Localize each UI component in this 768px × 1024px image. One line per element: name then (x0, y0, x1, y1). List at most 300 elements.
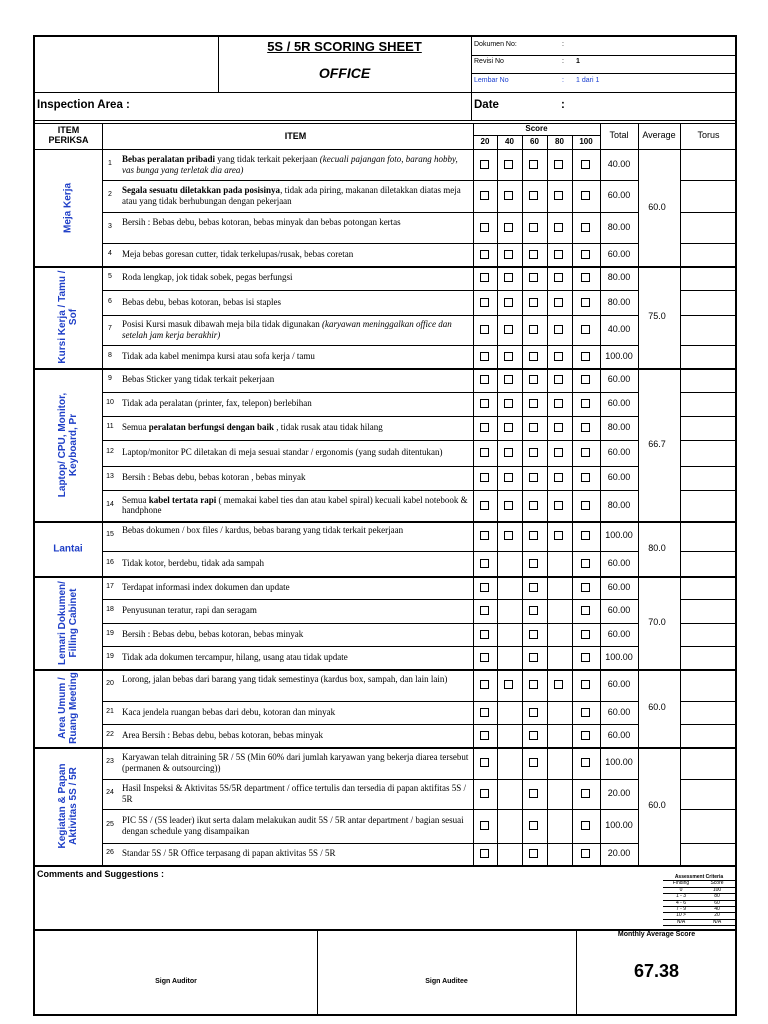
score-checkbox-100[interactable] (581, 731, 590, 740)
score-checkbox-60[interactable] (529, 160, 538, 169)
item-number: 24 (106, 789, 114, 796)
item-number: 2 (108, 191, 112, 198)
score-checkbox-40[interactable] (504, 423, 513, 432)
item-text: Meja bebas goresan cutter, tidak terkelupas/rusak, bebas coretan (122, 248, 354, 259)
grid-line (680, 180, 737, 181)
item-number: 4 (108, 249, 112, 257)
grid-line (680, 243, 737, 244)
score-checkbox-20[interactable] (480, 352, 489, 361)
item-description (122, 848, 469, 859)
item-total: 60.00 (607, 605, 631, 615)
grid-line (680, 440, 737, 441)
score-checkbox-20[interactable] (480, 473, 489, 482)
score-checkbox-80[interactable] (554, 352, 563, 361)
grid-line (680, 123, 681, 865)
score-checkbox-100[interactable] (581, 559, 590, 568)
score-checkbox-100[interactable] (581, 630, 590, 639)
revisi-value: 1 (576, 58, 580, 65)
grid-line (473, 123, 474, 865)
score-checkbox-60[interactable] (529, 531, 538, 540)
grid-line (680, 843, 737, 844)
score-checkbox-60[interactable] (529, 821, 538, 830)
item-text: Standar 5S / 5R Office terpasang di papan aktivitas 5S / 5R (122, 848, 336, 858)
score-checkbox-60[interactable] (529, 630, 538, 639)
grid-line (102, 701, 638, 702)
item-description (122, 752, 469, 773)
item-description (122, 582, 469, 593)
item-total: 20.00 (607, 788, 631, 798)
score-checkbox-80[interactable] (554, 223, 563, 232)
grid-line (35, 92, 737, 93)
score-checkbox-60[interactable] (529, 273, 538, 282)
item-description (122, 674, 469, 685)
grid-line (102, 290, 638, 291)
item-number: 13 (106, 473, 114, 480)
criteria-cell: 40 (714, 906, 720, 913)
grid-line (680, 466, 737, 467)
grid-line (680, 646, 737, 647)
score-checkbox-100[interactable] (581, 821, 590, 830)
grid-line (638, 669, 737, 671)
score-checkbox-40[interactable] (504, 448, 513, 457)
score-checkbox-40[interactable] (504, 399, 513, 408)
doc-no-colon: : (562, 41, 564, 48)
criteria-cell: 80 (714, 893, 720, 900)
score-checkbox-40[interactable] (504, 375, 513, 384)
criteria-title: Assessment Criteria (663, 875, 735, 881)
score-checkbox-80[interactable] (554, 160, 563, 169)
grid-line (35, 669, 638, 671)
score-checkbox-40[interactable] (504, 273, 513, 282)
score-checkbox-40[interactable] (504, 191, 513, 200)
grid-line (680, 416, 737, 417)
item-number: 17 (106, 582, 114, 590)
grid-line (102, 599, 638, 600)
score-checkbox-60[interactable] (529, 473, 538, 482)
criteria-cell: 20 (714, 912, 720, 919)
score-checkbox-20[interactable] (480, 680, 489, 689)
item-description (122, 525, 469, 536)
item-text: Tidak kotor, berdebu, tidak ada sampah (122, 557, 265, 568)
grid-line (638, 266, 737, 268)
criteria-cell: 100 (712, 886, 722, 893)
score-checkbox-60[interactable] (529, 250, 538, 259)
item-text: , tidak rusak atau tidak hilang (274, 422, 383, 432)
category-label: Lantai (53, 543, 83, 554)
grid-line (102, 623, 638, 624)
score-checkbox-100[interactable] (581, 653, 590, 662)
item-description (122, 707, 469, 718)
grid-line (35, 123, 737, 124)
score-checkbox-20[interactable] (480, 849, 489, 858)
grid-line (35, 266, 638, 268)
item-total: 60.00 (607, 581, 631, 592)
score-checkbox-60[interactable] (529, 325, 538, 334)
item-total: 60.00 (607, 706, 631, 717)
score-checkbox-20[interactable] (480, 531, 489, 540)
criteria-cell: 7 - 9 (675, 906, 686, 913)
score-checkbox-100[interactable] (581, 223, 590, 232)
score-checkbox-60[interactable] (529, 653, 538, 662)
score-checkbox-100[interactable] (581, 448, 590, 457)
grid-line (102, 212, 638, 213)
item-number: 6 (108, 297, 112, 305)
item-description (122, 783, 469, 804)
item-number: 10 (106, 399, 114, 406)
score-checkbox-100[interactable] (581, 708, 590, 717)
item-number: 21 (106, 707, 114, 715)
grid-line (102, 180, 638, 181)
grid-line (102, 315, 638, 316)
score-checkbox-20[interactable] (480, 325, 489, 334)
grid-line (680, 315, 737, 316)
item-description (122, 319, 469, 340)
grid-line (638, 747, 737, 749)
score-checkbox-60[interactable] (529, 423, 538, 432)
item-total: 60.00 (607, 374, 631, 384)
item-bold-text: kabel tertata rapi (148, 494, 217, 505)
score-checkbox-40[interactable] (504, 680, 513, 689)
item-total: 80.00 (607, 499, 631, 510)
score-checkbox-100[interactable] (581, 423, 590, 432)
grid-line (680, 623, 737, 624)
item-description (122, 217, 469, 228)
revisi-label: Revisi No (474, 58, 504, 65)
score-col-40: 40 (505, 137, 514, 146)
score-checkbox-100[interactable] (581, 501, 590, 510)
score-checkbox-20[interactable] (480, 399, 489, 408)
score-checkbox-20[interactable] (480, 298, 489, 307)
item-total: 100.00 (605, 350, 633, 361)
item-italic-text: (karyawan meninggalkan office dan setelah jam kerja berakhir) (122, 319, 452, 340)
grid-line (102, 440, 638, 441)
score-checkbox-40[interactable] (504, 501, 513, 510)
date-label: Date (474, 99, 499, 111)
score-checkbox-20[interactable] (480, 501, 489, 510)
item-description (122, 154, 469, 175)
item-text: yang tidak terkait pekerjaan (215, 154, 320, 164)
grid-line (680, 212, 737, 213)
item-text: Tidak ada dokumen tercampur, hilang, usang atau tidak update (122, 651, 348, 662)
score-checkbox-20[interactable] (480, 653, 489, 662)
score-checkbox-80[interactable] (554, 501, 563, 510)
score-checkbox-60[interactable] (529, 606, 538, 615)
item-description (122, 472, 469, 483)
score-checkbox-20[interactable] (480, 708, 489, 717)
score-checkbox-100[interactable] (581, 399, 590, 408)
item-italic-text: (kecuali pajangan foto, barang hobby, vas bunga yang terletak dia area) (122, 154, 458, 175)
item-description (122, 398, 469, 409)
revisi-colon: : (562, 58, 564, 65)
score-checkbox-40[interactable] (504, 223, 513, 232)
average-header: Average (642, 130, 676, 140)
score-checkbox-20[interactable] (480, 731, 489, 740)
grid-line (680, 779, 737, 780)
item-description (122, 447, 469, 458)
grid-line (102, 843, 638, 844)
item-number: 3 (108, 222, 112, 230)
item-total: 60.00 (607, 557, 631, 568)
grid-line (35, 576, 638, 578)
score-checkbox-100[interactable] (581, 758, 590, 767)
comments-label: Comments and Suggestions : (37, 869, 165, 879)
score-checkbox-100[interactable] (581, 789, 590, 798)
score-checkbox-60[interactable] (529, 501, 538, 510)
item-text: Karyawan telah ditraining 5R / 5S (Min 60% dari jumlah karyawan yang bekerja diarea tersebut (permanen & outsourcing)) (122, 752, 469, 773)
item-total: 20.00 (607, 848, 631, 858)
score-checkbox-20[interactable] (480, 250, 489, 259)
grid-line (680, 345, 737, 346)
score-col-60: 60 (530, 137, 539, 146)
category-label: Laptop/ CPU, Monitor, Keyboard, Pr (57, 392, 79, 497)
grid-line (600, 123, 601, 865)
item-total: 100.00 (605, 757, 633, 767)
score-checkbox-100[interactable] (581, 250, 590, 259)
score-checkbox-60[interactable] (529, 758, 538, 767)
grid-line (35, 368, 638, 370)
grid-line (680, 490, 737, 491)
score-checkbox-20[interactable] (480, 448, 489, 457)
score-checkbox-100[interactable] (581, 160, 590, 169)
score-checkbox-40[interactable] (504, 531, 513, 540)
category-label: Kegiatan & Papan Aktivitas 5S / 5R (57, 763, 79, 849)
score-checkbox-80[interactable] (554, 473, 563, 482)
score-checkbox-80[interactable] (554, 250, 563, 259)
item-total: 60.00 (607, 248, 631, 259)
score-checkbox-40[interactable] (504, 473, 513, 482)
item-periksa-header: PERIKSA (48, 135, 89, 145)
item-total: 60.00 (607, 190, 631, 200)
score-checkbox-80[interactable] (554, 298, 563, 307)
score-checkbox-40[interactable] (504, 250, 513, 259)
category-average: 75.0 (648, 311, 666, 321)
item-total: 100.00 (605, 651, 633, 662)
score-checkbox-20[interactable] (480, 758, 489, 767)
item-total: 40.00 (607, 159, 631, 169)
score-checkbox-100[interactable] (581, 473, 590, 482)
item-number: 19 (106, 652, 114, 660)
category-label: Meja Kerja (62, 182, 74, 234)
inspection-area-label: Inspection Area : (37, 99, 130, 111)
item-description (122, 422, 469, 433)
category-average: 66.7 (648, 438, 666, 449)
item-number: 1 (108, 160, 112, 167)
date-colon: : (561, 99, 565, 111)
score-checkbox-100[interactable] (581, 606, 590, 615)
score-checkbox-100[interactable] (581, 849, 590, 858)
item-text: Semua (122, 494, 149, 505)
lembar-value: 1 dari 1 (576, 77, 600, 84)
score-checkbox-100[interactable] (581, 352, 590, 361)
score-checkbox-60[interactable] (529, 849, 538, 858)
grid-line (102, 551, 638, 552)
grid-line (102, 646, 638, 647)
score-checkbox-60[interactable] (529, 583, 538, 592)
grid-line (680, 809, 737, 810)
score-checkbox-60[interactable] (529, 399, 538, 408)
item-number: 18 (106, 606, 114, 613)
sign-auditee-label: Sign Auditee (425, 978, 468, 985)
score-checkbox-60[interactable] (529, 298, 538, 307)
grid-line (102, 416, 638, 417)
score-checkbox-20[interactable] (480, 630, 489, 639)
criteria-head: Finding (672, 880, 690, 887)
grid-line (102, 490, 638, 491)
grid-line (102, 779, 638, 780)
score-checkbox-20[interactable] (480, 191, 489, 200)
item-description (122, 351, 469, 362)
item-text: Lorong, jalan bebas dari barang yang tidak semestinya (kardus box, sampah, dan lain lain) (122, 674, 448, 684)
grid-line (102, 466, 638, 467)
score-checkbox-100[interactable] (581, 325, 590, 334)
score-checkbox-100[interactable] (581, 680, 590, 689)
score-checkbox-60[interactable] (529, 375, 538, 384)
score-checkbox-100[interactable] (581, 273, 590, 282)
score-checkbox-40[interactable] (504, 352, 513, 361)
item-total: 60.00 (607, 628, 631, 639)
item-number: 23 (106, 758, 114, 765)
score-checkbox-60[interactable] (529, 352, 538, 361)
torus-header: Torus (697, 130, 720, 140)
score-checkbox-80[interactable] (554, 423, 563, 432)
item-number: 20 (106, 680, 114, 687)
grid-line (35, 747, 638, 749)
score-checkbox-100[interactable] (581, 191, 590, 200)
item-number: 16 (106, 558, 114, 566)
score-checkbox-60[interactable] (529, 223, 538, 232)
score-checkbox-20[interactable] (480, 559, 489, 568)
score-checkbox-100[interactable] (581, 375, 590, 384)
item-text: Tidak ada kabel menimpa kursi atau sofa kerja / tamu (122, 350, 315, 361)
item-bold-text: Bebas peralatan pribadi (122, 154, 216, 164)
grid-line (680, 551, 737, 552)
score-checkbox-60[interactable] (529, 731, 538, 740)
item-description (122, 185, 469, 206)
grid-line (35, 865, 737, 867)
item-number: 11 (106, 423, 114, 430)
score-checkbox-100[interactable] (581, 298, 590, 307)
criteria-cell: 4 - 6 (675, 899, 686, 906)
item-number: 12 (106, 448, 114, 455)
criteria-head: Score (710, 880, 724, 887)
score-checkbox-80[interactable] (554, 531, 563, 540)
item-description (122, 495, 469, 516)
grid-line (638, 368, 737, 370)
grid-line (471, 55, 737, 56)
score-checkbox-80[interactable] (554, 273, 563, 282)
item-text: Penyusunan teratur, rapi dan seragam (122, 605, 257, 615)
score-checkbox-60[interactable] (529, 559, 538, 568)
item-text: ( memakai kabel ties dan atau kabel spiral) kecuali kabel notebook & handphone (122, 494, 468, 515)
grid-line (35, 521, 638, 523)
item-description (122, 297, 469, 308)
score-checkbox-20[interactable] (480, 821, 489, 830)
score-checkbox-40[interactable] (504, 298, 513, 307)
criteria-cell: N/A (676, 918, 686, 925)
item-number: 5 (108, 273, 112, 280)
score-checkbox-60[interactable] (529, 191, 538, 200)
assessment-criteria-table (663, 875, 735, 926)
item-number: 9 (108, 375, 112, 382)
item-description (122, 730, 469, 741)
score-checkbox-20[interactable] (480, 583, 489, 592)
grid-line (102, 809, 638, 810)
grid-line (102, 123, 103, 865)
grid-line (572, 135, 573, 865)
score-checkbox-20[interactable] (480, 273, 489, 282)
monthly-average-label: Monthly Average Score (617, 931, 696, 938)
score-checkbox-80[interactable] (554, 375, 563, 384)
item-text: , tidak ada piring, makanan diletakkan diatas meja atau yang tidak berhubungan dengan pekerjaan (122, 185, 461, 206)
item-number: 8 (108, 351, 112, 359)
score-checkbox-100[interactable] (581, 583, 590, 592)
item-total: 80.00 (607, 272, 631, 282)
score-col-100: 100 (579, 137, 593, 146)
score-checkbox-60[interactable] (529, 789, 538, 798)
category-label: Lemari Dokumen/ Filling Cabinet (57, 580, 79, 665)
item-description (122, 374, 469, 385)
criteria-cell: 60 (714, 899, 720, 906)
item-periksa-header: ITEM (57, 125, 80, 135)
category-label: Area Umum / Ruang Meeting (57, 672, 79, 744)
score-checkbox-80[interactable] (554, 448, 563, 457)
criteria-cell: 1 - 3 (675, 893, 686, 900)
item-header: ITEM (284, 131, 307, 141)
item-total: 100.00 (605, 820, 633, 830)
grid-line (638, 576, 737, 578)
item-text: Laptop/monitor PC diletakan di meja sesuai standar / ergonomis (yang sudah ditentukan) (122, 447, 443, 457)
score-col-20: 20 (480, 137, 490, 146)
item-text: Area Bersih : Bebas debu, bebas kotoran, bebas minyak (122, 729, 323, 740)
item-text: PIC 5S / (5S leader) ikut serta dalam melakukan audit 5S / 5R antar department / bagian sesuai dengan schedule yang disampaikan (122, 815, 464, 836)
grid-line (638, 521, 737, 523)
score-checkbox-80[interactable] (554, 191, 563, 200)
score-checkbox-40[interactable] (504, 325, 513, 334)
item-description (122, 249, 469, 260)
category-label: Kursi Kerja / Tamu / Sof (57, 270, 79, 364)
item-total: 60.00 (607, 398, 631, 408)
score-checkbox-80[interactable] (554, 325, 563, 334)
item-text: Bersih : Bebas debu, bebas kotoran, bebas minyak dan bebas potongan kertas (122, 216, 401, 227)
score-col-80: 80 (555, 137, 564, 146)
item-text: Bersih : Bebas debu, bebas kotoran, bebas minyak (122, 628, 304, 639)
score-checkbox-20[interactable] (480, 423, 489, 432)
grid-line (471, 73, 737, 74)
score-checkbox-80[interactable] (554, 680, 563, 689)
category-average: 60.0 (648, 800, 666, 810)
score-checkbox-20[interactable] (480, 606, 489, 615)
grid-line (102, 724, 638, 725)
category-average: 60.0 (648, 702, 666, 712)
score-checkbox-20[interactable] (480, 375, 489, 384)
score-checkbox-60[interactable] (529, 448, 538, 457)
score-checkbox-100[interactable] (581, 531, 590, 540)
grid-line (102, 345, 638, 346)
item-bold-text: peralatan berfungsi dengan baik (148, 422, 275, 432)
score-checkbox-60[interactable] (529, 708, 538, 717)
score-checkbox-40[interactable] (504, 160, 513, 169)
score-checkbox-20[interactable] (480, 223, 489, 232)
item-total: 100.00 (605, 530, 633, 540)
score-checkbox-20[interactable] (480, 160, 489, 169)
score-checkbox-80[interactable] (554, 399, 563, 408)
item-text: Roda lengkap, jok tidak sobek, pegas berfungsi (122, 272, 293, 282)
monthly-average-value: 67.38 (633, 961, 680, 981)
item-text: Posisi Kursi masuk dibawah meja bila tidak digunakan (122, 319, 322, 329)
grid-line (497, 135, 498, 865)
score-checkbox-60[interactable] (529, 680, 538, 689)
score-checkbox-20[interactable] (480, 789, 489, 798)
